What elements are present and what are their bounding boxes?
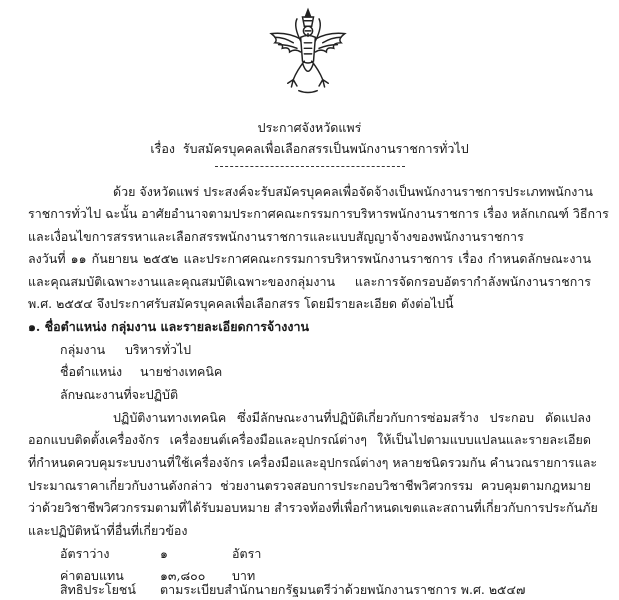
separator-rule: [215, 166, 405, 167]
para1-line: ราชการทั่วไป ฉะนั้น อาศัยอำนาจตามประกาศคณะกรรมการบริหารพนักงานราชการ เรื่อง หลักเกณฑ์ วิธีการ: [28, 206, 609, 221]
duties-line: และปฏิบัติหน้าที่อื่นที่เกี่ยวข้อง: [28, 523, 188, 538]
vacancy-unit: อัตรา: [232, 546, 262, 561]
pay-value: ๑๓,๘๐๐: [160, 568, 206, 583]
position-value: นายช่างเทคนิค: [140, 364, 223, 379]
duties-line: ที่กำหนดควบคุมระบบงานที่ใช้เครื่องจักร เครื่องมือและอุปกรณ์ต่างๆ หลายชนิดรวมกัน คำนวณรายการและ: [28, 455, 598, 470]
subject-text: รับสมัครบุคคลเพื่อเลือกสรรเป็นพนักงานราชการทั่วไป: [182, 141, 469, 156]
para1-line: พ.ศ. ๒๕๕๔ จึงประกาศรับสมัครบุคคลเพื่อเลือกสรร โดยมีรายละเอียด ดังต่อไปนี้: [28, 296, 454, 311]
pay-unit: บาท: [232, 568, 256, 583]
para1-line: และเงื่อนไขการสรรหาและเลือกสรรพนักงานราชการและแบบสัญญาจ้างของพนักงานราชการ: [28, 229, 524, 244]
duties-line: ปฏิบัติงานทางเทคนิค ซึ่งมีลักษณะงานที่ปฏิบัติเกี่ยวกับการซ่อมสร้าง ประกอบ ดัดแปลง: [113, 410, 591, 425]
subject-line: [0, 139, 619, 159]
duties-line: ออกแบบติดตั้งเครื่องจักร เครื่องยนต์เครื่องมือและอุปกรณ์ต่างๆ ให้เป็นไปตามแบบแปลนและรายละเอียด: [28, 432, 591, 447]
vacancy-value: ๑: [160, 546, 168, 561]
para1-line: ด้วย จังหวัดแพร่ ประสงค์จะรับสมัครบุคคลเพื่อจัดจ้างเป็นพนักงานราชการประเภทพนักงาน: [113, 184, 593, 199]
vacancy-label: อัตราว่าง: [60, 546, 110, 561]
announcement-title: ประกาศจังหวัดแพร่: [257, 120, 362, 135]
duties-line: ว่าด้วยวิชาชีพวิศวกรรมตามที่ได้รับมอบหมาย สำรวจท้องที่เพื่อกำหนดเขตและสถานที่เกี่ยวกับการประกันภัย: [28, 500, 598, 515]
benefit-value: ตามระเบียบสำนักนายกรัฐมนตรีว่าด้วยพนักงานราชการ พ.ศ. ๒๕๔๗: [160, 582, 526, 597]
pay-label: ค่าตอบแทน: [60, 568, 124, 583]
benefit-label: สิทธิประโยชน์: [60, 582, 136, 597]
para1-line: และคุณสมบัติเฉพาะงานและคุณสมบัติเฉพาะของกลุ่มงาน และการจัดกรอบอัตรากำลังพนักงานราชการ: [28, 274, 591, 289]
group-value: บริหารทั่วไป: [125, 342, 192, 357]
duties-label: ลักษณะงานที่จะปฏิบัติ: [60, 387, 179, 402]
para1-line: ลงวันที่ ๑๑ กันยายน ๒๕๕๒ และประกาศคณะกรรมการบริหารพนักงานราชการ เรื่อง กำหนดลักษณะงาน: [28, 251, 591, 266]
subject-label: เรื่อง: [150, 141, 175, 156]
garuda-emblem: [262, 6, 354, 98]
group-label: กลุ่มงาน: [60, 342, 106, 357]
section1-heading: ๑. ชื่อตำแหน่ง กลุ่มงาน และรายละเอียดการจ้างงาน: [28, 319, 310, 334]
duties-line: ประมาณราคาเกี่ยวกับงานดังกล่าว ช่วยงานตรวจสอบการประกอบวิชาชีพวิศวกรรม ควบคุมตามกฎหมาย: [28, 478, 591, 493]
position-label: ชื่อตำแหน่ง: [60, 364, 123, 379]
